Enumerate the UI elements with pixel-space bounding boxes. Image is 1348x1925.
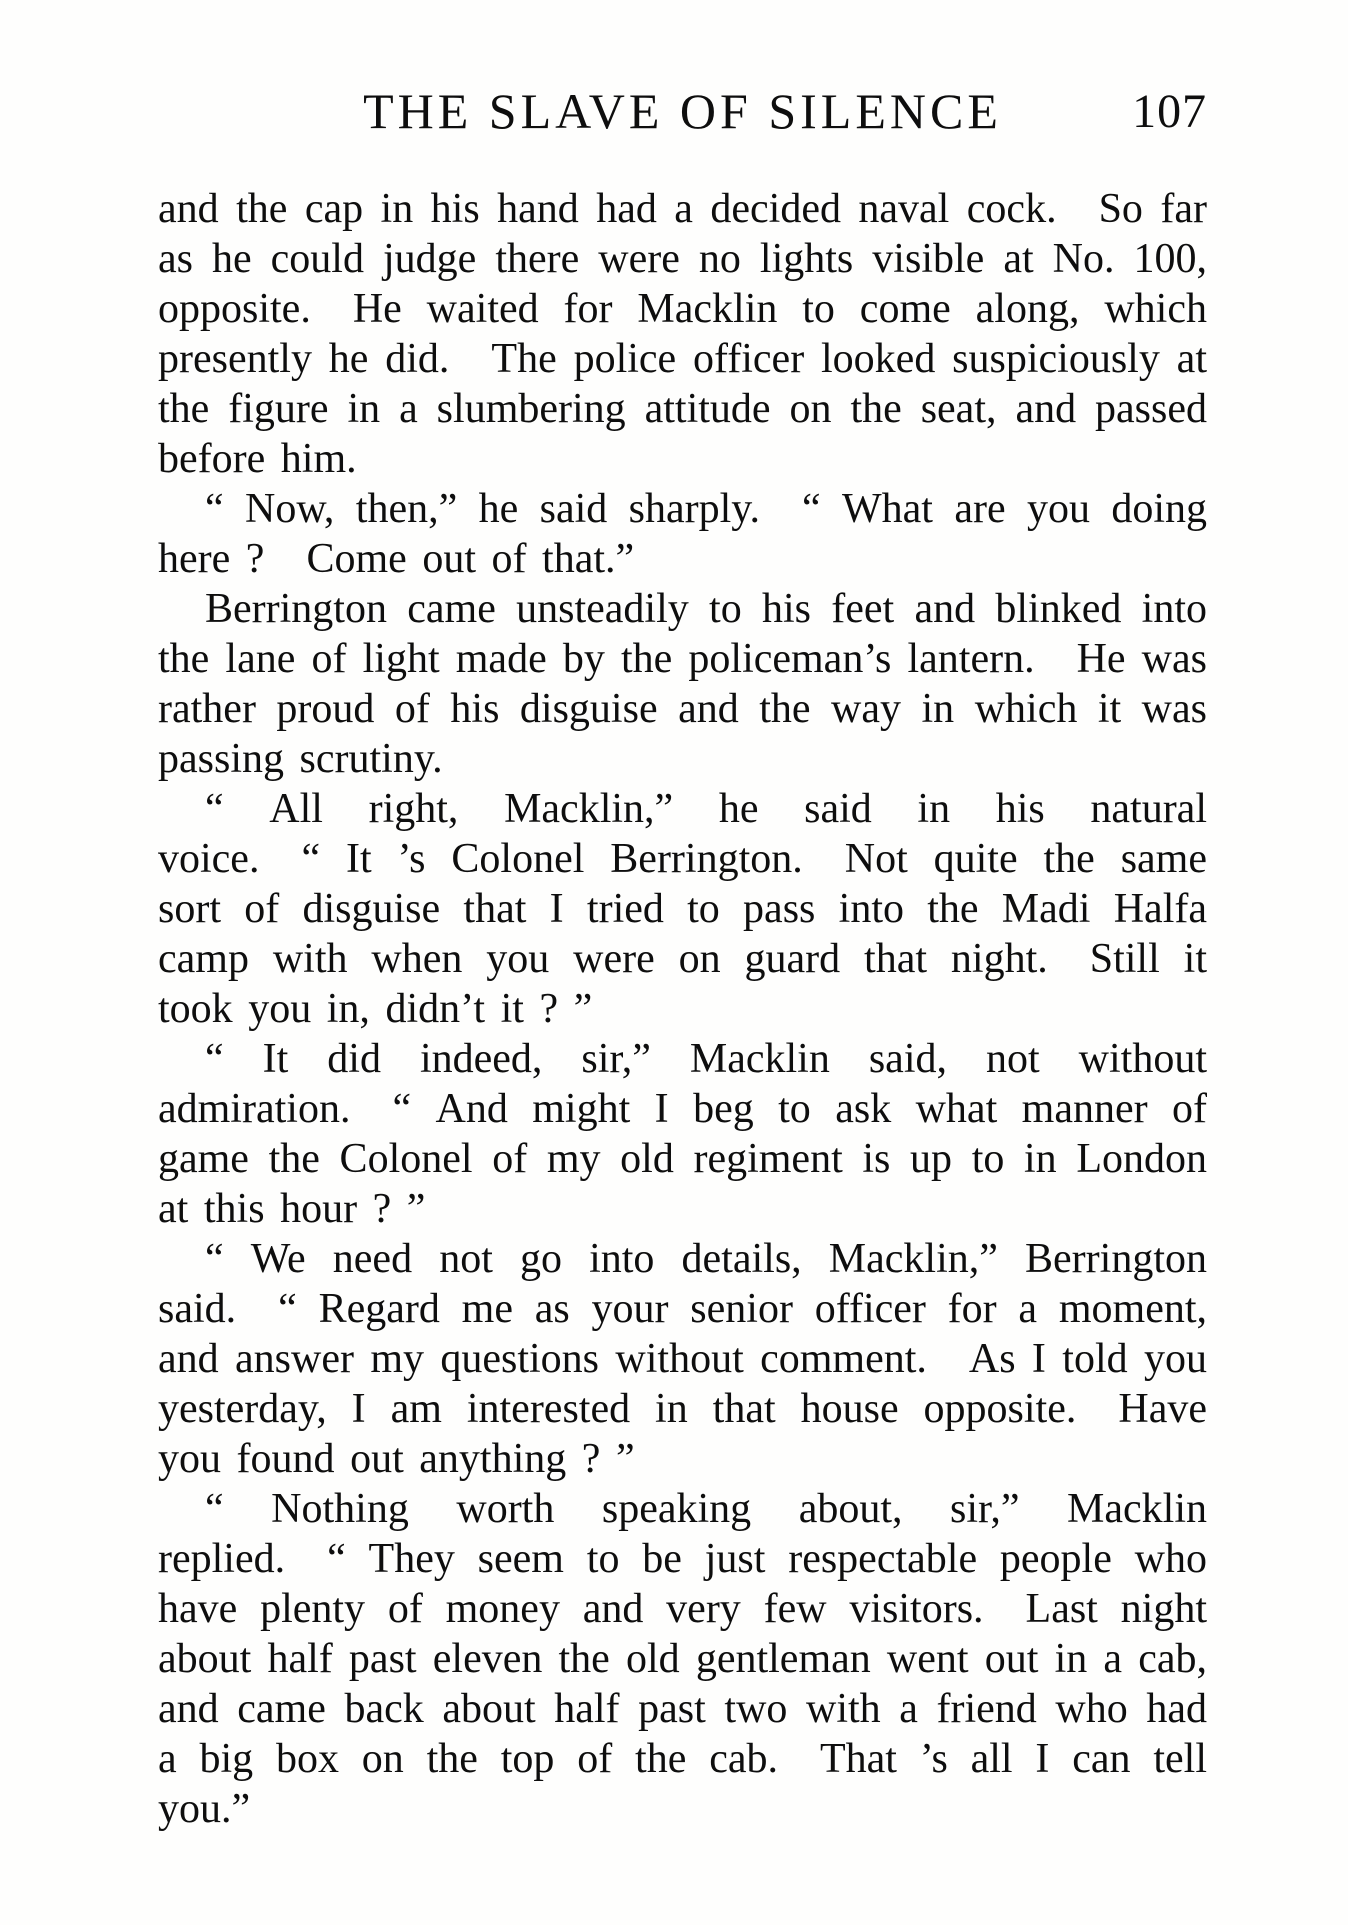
running-head-title: THE SLAVE OF SILENCE: [363, 83, 1002, 139]
paragraph-3: Berrington came unsteadily to his feet and blinked into the lane of light made by the policeman’s lantern. He was rather proud of his disguise and the way in which it was passing scrutiny.: [158, 586, 1207, 782]
paragraph-6: “ We need not go into details, Macklin,” Berrington said. “ Regard me as your senior officer for a moment, and answer my questions without comment. As I told you yesterday, I am interested in that house opposite. Have you found out anything ? ”: [158, 1236, 1207, 1482]
paragraph-5: “ It did indeed, sir,” Macklin said, not without admiration. “ And might I beg to ask what manner of game the Colonel of my old regiment is up to in London at this hour ? ”: [158, 1036, 1207, 1232]
paragraph-1: and the cap in his hand had a decided naval cock. So far as he could judge there were no lights visible at No. 100, opposite. He waited for Macklin to come along, which presently he did. The police officer looked suspiciously at the figure in a slumbering attitude on the seat, and passed before him.: [158, 186, 1207, 482]
page-number: 107: [1132, 85, 1207, 138]
body-text: [158, 184, 1207, 1834]
page-header: [158, 83, 1207, 139]
paragraph-7: “ Nothing worth speaking about, sir,” Macklin replied. “ They seem to be just respectable people who have plenty of money and very few visitors. Last night about half past eleven the old gentleman went out in a cab, and came back about half past two with a friend who had a big box on the top of the cab. That ’s all I can tell you.”: [158, 1486, 1207, 1832]
paragraph-4: “ All right, Macklin,” he said in his natural voice. “ It ’s Colonel Berrington. Not quite the same sort of disguise that I tried to pass into the Madi Halfa camp with when you were on guard that night. Still it took you in, didn’t it ? ”: [158, 786, 1207, 1032]
paragraph-2: “ Now, then,” he said sharply. “ What are you doing here ? Come out of that.”: [158, 486, 1207, 582]
